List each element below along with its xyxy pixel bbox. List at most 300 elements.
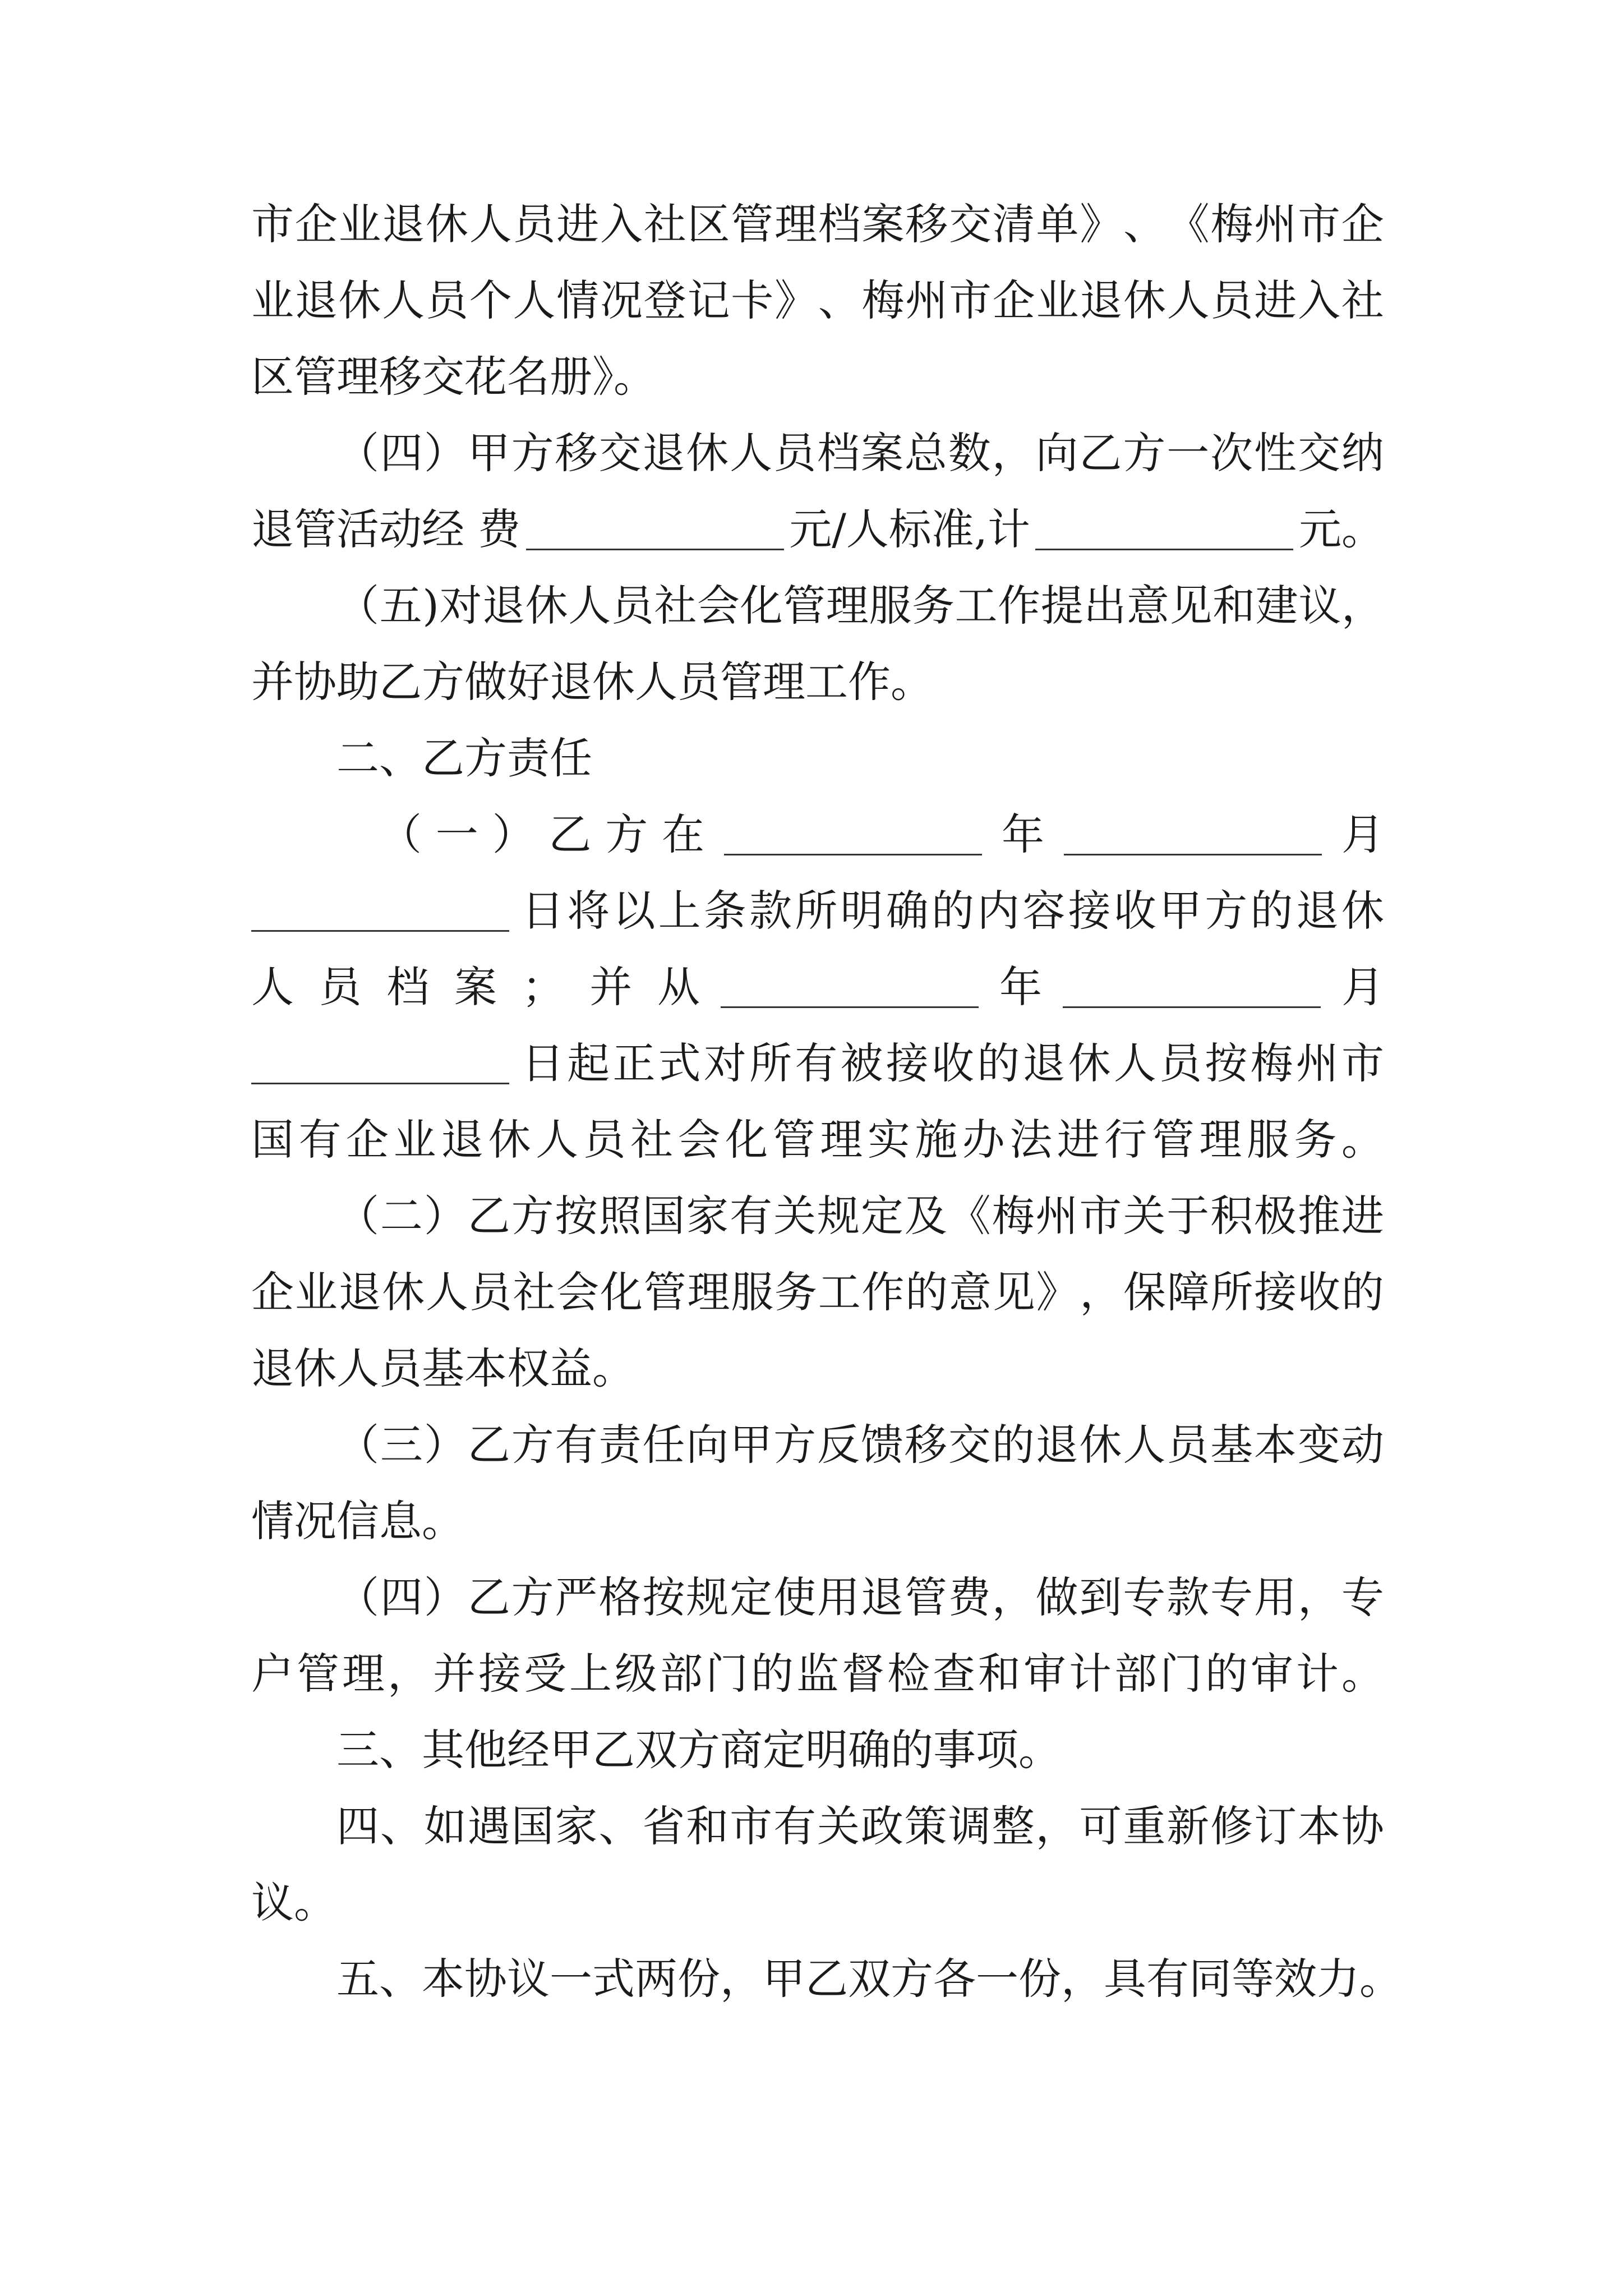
- text-char: 退: [382, 199, 425, 249]
- text-char: 服: [731, 1267, 774, 1317]
- text-char: 进: [1341, 1191, 1384, 1241]
- text-char: 社: [654, 581, 697, 631]
- text-char: 反: [817, 1420, 860, 1470]
- text-char: 接: [886, 1038, 929, 1088]
- text-char: 规: [686, 1572, 729, 1622]
- text-char: 交: [1297, 428, 1340, 478]
- text-char: 市: [730, 1801, 773, 1851]
- text-char: 》: [774, 275, 817, 325]
- text-char: 等: [1232, 1954, 1274, 2004]
- text-char: 社: [643, 199, 686, 249]
- text-char: 员: [1210, 275, 1253, 325]
- text-char: 协: [1341, 1801, 1384, 1851]
- text-char: 档: [818, 199, 861, 249]
- text-char: 理: [687, 1267, 730, 1317]
- text-char: ）: [492, 809, 535, 859]
- text-char: 方: [1205, 886, 1248, 936]
- text-char: 家: [686, 1191, 729, 1241]
- text-char: 记: [687, 275, 730, 325]
- text-char: 企: [294, 199, 338, 249]
- start-year-blank[interactable]: [721, 967, 979, 1008]
- text-char: 退: [1035, 1420, 1078, 1470]
- text-char: 管: [1151, 1115, 1195, 1165]
- text-char: 本: [1254, 1420, 1297, 1470]
- text-char: 提: [1040, 581, 1083, 631]
- text-char: 和: [978, 1649, 1021, 1699]
- text-char: 和: [686, 1801, 729, 1851]
- text-char: 人: [1123, 1420, 1166, 1470]
- text-char: 州: [1035, 1191, 1078, 1241]
- text-char: 有: [1146, 1954, 1189, 2004]
- text-char: 化: [740, 581, 783, 631]
- text-char: 梅: [861, 275, 905, 325]
- text-char: 有: [298, 1115, 342, 1165]
- text-char: 州: [905, 275, 948, 325]
- text-char: 务: [774, 1267, 817, 1317]
- month-label-2: 月: [1341, 962, 1384, 1012]
- text-char: 上: [569, 1649, 612, 1699]
- text-char: 的: [1250, 886, 1293, 936]
- text-line-5: [251, 496, 1384, 563]
- text-char: 上: [658, 886, 701, 936]
- text-line-1: [251, 191, 1384, 258]
- text-char: 款: [749, 886, 792, 936]
- text-char: 四: [380, 1572, 423, 1622]
- text-char: 内: [977, 886, 1020, 936]
- text-char: 员: [469, 1267, 512, 1317]
- text-char: 工: [818, 1267, 861, 1317]
- text-char: 业: [393, 1115, 436, 1165]
- text-char: 同: [1189, 1954, 1232, 2004]
- text-char: 作: [861, 1267, 905, 1317]
- start-day-blank[interactable]: [251, 1043, 509, 1084]
- text-char: 办: [962, 1115, 1005, 1165]
- text-char: 调: [948, 1801, 991, 1851]
- text-char: 新: [1166, 1801, 1210, 1851]
- text-char: 人: [1166, 275, 1210, 325]
- text-char: 关: [773, 1191, 817, 1241]
- text-char: 三: [380, 1420, 423, 1470]
- text-char: 款: [1166, 1572, 1210, 1622]
- text-char: 五: [336, 1954, 379, 2004]
- text-char: 。: [1359, 1954, 1402, 2004]
- text-char: 本: [1297, 1801, 1340, 1851]
- text-char: 收: [1113, 886, 1156, 936]
- text-char: 甲: [1159, 886, 1202, 936]
- text-char: 方: [891, 1954, 933, 2004]
- text-char: 并: [433, 1649, 476, 1699]
- text-char: 甲: [730, 1420, 773, 1470]
- text-char: 员: [1159, 1038, 1202, 1088]
- text-char: 区: [687, 199, 730, 249]
- text-char: 进: [1057, 1115, 1100, 1165]
- text-char: 订: [1254, 1801, 1297, 1851]
- year-label-2: 年: [999, 962, 1042, 1012]
- text-char: 退: [642, 428, 685, 478]
- text-char: 严: [555, 1572, 598, 1622]
- text-char: ，: [720, 1954, 763, 2004]
- text-char: 式: [592, 1954, 635, 2004]
- text-char: 协: [464, 1954, 507, 2004]
- text-char: 休: [525, 581, 568, 631]
- text-char: 业: [251, 275, 294, 325]
- text-char: 管: [731, 199, 774, 249]
- text-char: 、: [380, 1801, 423, 1851]
- text-char: 施: [915, 1115, 958, 1165]
- text-char: 份: [677, 1954, 720, 2004]
- text-char: 。: [1341, 1649, 1384, 1699]
- text-char: 休: [1068, 1038, 1111, 1088]
- fee-unit-label: 元/人标准,计: [789, 504, 1030, 554]
- fee-per-person-blank[interactable]: [526, 509, 784, 550]
- text-char: 门: [706, 1649, 748, 1699]
- text-char: 、: [379, 1954, 422, 2004]
- text-char: 人: [568, 581, 611, 631]
- text-line-20: [251, 1640, 1384, 1708]
- text-char: 休: [1079, 1420, 1122, 1470]
- text-char: 定: [730, 1572, 773, 1622]
- text-char: 容: [1022, 886, 1066, 936]
- text-char: 规: [817, 1191, 860, 1241]
- text-char: 梅: [992, 1191, 1035, 1241]
- fee-total-blank[interactable]: [1035, 509, 1293, 550]
- text-char: 人: [536, 1115, 579, 1165]
- text-char: 理: [820, 1115, 863, 1165]
- text-char: 《: [948, 1191, 991, 1241]
- text-char: 业: [1036, 275, 1079, 325]
- text-char: 并: [589, 962, 633, 1012]
- text-char: 甲: [763, 1954, 805, 2004]
- text-char: 的: [1341, 1267, 1384, 1317]
- text-char: 保: [1123, 1267, 1166, 1317]
- text-char: ，: [1061, 1954, 1104, 2004]
- text-char: 可: [1079, 1801, 1122, 1851]
- text-char: 和: [1212, 581, 1256, 631]
- text-char: 休: [426, 199, 468, 249]
- text-char: 况: [600, 275, 643, 325]
- text-char: 企: [346, 1115, 389, 1165]
- text-line-4: [251, 420, 1384, 487]
- text-char: 部: [1114, 1649, 1157, 1699]
- text-char: 社: [1341, 275, 1384, 325]
- text-char: 四: [380, 428, 423, 478]
- text-char: 的: [992, 1420, 1035, 1470]
- text-char: ；: [522, 962, 565, 1012]
- text-char: 人: [382, 275, 425, 325]
- text-char: 市: [949, 275, 992, 325]
- text-char: 关: [1123, 1191, 1166, 1241]
- text-char: 以: [612, 886, 656, 936]
- text-char: 》: [1036, 1267, 1079, 1317]
- text-char: 一: [435, 809, 478, 859]
- month-label: 月: [1341, 809, 1384, 859]
- text-char: 退: [860, 1572, 903, 1622]
- text-line-11: [251, 954, 1384, 1021]
- text-char: 受: [524, 1649, 566, 1699]
- text-char: 务: [1294, 1115, 1337, 1165]
- text-char: 任: [642, 1420, 685, 1470]
- text-line-16: 退休人员基本权益。: [251, 1343, 635, 1393]
- text-char: 监: [796, 1649, 839, 1699]
- text-line-7: 并协助乙方做好退休人员管理工作。: [251, 657, 933, 707]
- text-line-22: [251, 1793, 1384, 1860]
- section-heading-2: 二、乙方责任: [336, 733, 592, 783]
- text-char: 休: [382, 1267, 425, 1317]
- text-char: 企: [251, 1267, 294, 1317]
- section-heading-3: 三、其他经甲乙双方商定明确的事项。: [336, 1725, 1061, 1775]
- text-char: 卡: [731, 275, 774, 325]
- text-char: 管: [904, 1572, 947, 1622]
- fee-currency-label: 元。: [1299, 504, 1384, 554]
- text-char: 变: [1297, 1420, 1340, 1470]
- text-char: 管: [643, 1267, 686, 1317]
- text-char: ，: [1080, 1267, 1123, 1317]
- year-label: 年: [1002, 809, 1044, 859]
- text-char: 定: [860, 1191, 903, 1241]
- text-char: 乙: [548, 809, 592, 859]
- receive-month-blank[interactable]: [1064, 815, 1322, 855]
- text-char: 推: [1297, 1191, 1340, 1241]
- text-char: 方: [773, 1420, 817, 1470]
- text-char: 障: [1166, 1267, 1210, 1317]
- text-char: 动: [1341, 1420, 1384, 1470]
- text-char: 退: [1022, 1038, 1066, 1088]
- text-char: 各: [933, 1954, 976, 2004]
- text-line-15: [251, 1259, 1384, 1326]
- text-char: ）: [423, 1420, 467, 1470]
- text-char: 对: [439, 581, 482, 631]
- text-char: 梅: [1250, 1038, 1293, 1088]
- text-char: 整: [992, 1801, 1035, 1851]
- text-char: 员: [611, 581, 654, 631]
- text-char: 在: [661, 809, 704, 859]
- text-char: 条: [703, 886, 746, 936]
- text-char: 力: [1317, 1954, 1359, 2004]
- text-char: 移: [904, 1420, 947, 1470]
- text-char: 按: [642, 1572, 685, 1622]
- text-char: 对: [703, 1038, 746, 1088]
- text-char: 方: [511, 1191, 554, 1241]
- text-char: 市: [251, 199, 294, 249]
- text-char: 有: [555, 1420, 598, 1470]
- text-char: 退: [482, 581, 525, 631]
- text-char: （: [336, 1191, 379, 1241]
- text-char: 意: [949, 1267, 992, 1317]
- text-char: 馈: [860, 1420, 903, 1470]
- text-char: 正: [612, 1038, 656, 1088]
- text-char: ): [422, 581, 439, 631]
- text-char: ，: [1341, 581, 1384, 631]
- text-char: 修: [1210, 1801, 1253, 1851]
- text-line-9: [251, 801, 1384, 868]
- text-char: （: [379, 809, 422, 859]
- text-char: 梅: [1210, 199, 1253, 249]
- text-line-17: [251, 1411, 1384, 1479]
- text-char: 乙: [467, 1572, 510, 1622]
- text-char: 专: [1210, 1572, 1253, 1622]
- text-line-24: [251, 1945, 1402, 2013]
- text-char: 的: [751, 1649, 794, 1699]
- text-char: 业: [294, 1267, 338, 1317]
- text-char: 见: [992, 1267, 1035, 1317]
- text-char: 化: [600, 1267, 643, 1317]
- text-char: 人: [469, 199, 512, 249]
- text-char: 员: [426, 275, 468, 325]
- text-char: 管: [772, 1115, 815, 1165]
- text-char: 意: [1126, 581, 1169, 631]
- start-month-blank[interactable]: [1063, 967, 1321, 1008]
- text-char: 总: [904, 428, 947, 478]
- text-char: 州: [1254, 199, 1297, 249]
- text-char: 接: [1068, 886, 1111, 936]
- text-char: 明: [840, 886, 883, 936]
- text-char: 用: [1254, 1572, 1297, 1622]
- text-char: 员: [583, 1115, 626, 1165]
- text-char: 乙: [467, 1191, 510, 1241]
- text-char: 被: [840, 1038, 883, 1088]
- text-char: 建: [1255, 581, 1298, 631]
- text-char: 企: [992, 275, 1035, 325]
- text-char: 人: [251, 962, 294, 1012]
- text-char: 市: [1079, 1191, 1122, 1241]
- text-char: 案: [454, 962, 497, 1012]
- text-char: 日: [522, 1038, 564, 1088]
- text-char: ，: [992, 428, 1035, 478]
- text-char: 管: [297, 1649, 339, 1699]
- text-char: 员: [773, 428, 817, 478]
- text-char: 本: [422, 1954, 464, 2004]
- fee-label: 退管活动经 费: [251, 504, 521, 554]
- text-char: 出: [1083, 581, 1127, 631]
- text-char: 基: [1210, 1420, 1253, 1470]
- text-char: 人: [426, 1267, 468, 1317]
- text-char: 费: [948, 1572, 991, 1622]
- text-char: 退: [1295, 886, 1339, 936]
- text-char: 双: [848, 1954, 891, 2004]
- text-char: 。: [1341, 1115, 1384, 1165]
- text-char: 入: [1298, 275, 1340, 325]
- text-char: 使: [773, 1572, 817, 1622]
- text-char: 两: [635, 1954, 677, 2004]
- text-char: 档: [817, 428, 860, 478]
- text-char: 州: [1295, 1038, 1339, 1088]
- text-char: 见: [1169, 581, 1212, 631]
- text-char: 有: [773, 1801, 817, 1851]
- text-char: 家: [555, 1801, 598, 1851]
- text-char: 遇: [467, 1801, 510, 1851]
- text-char: 登: [643, 275, 686, 325]
- text-char: 四: [336, 1801, 379, 1851]
- text-char: 所: [749, 1038, 792, 1088]
- text-char: 理: [342, 1649, 385, 1699]
- text-char: 退: [441, 1115, 484, 1165]
- text-char: 休: [1123, 275, 1166, 325]
- text-char: 一: [1166, 428, 1210, 478]
- text-char: 单: [1036, 199, 1079, 249]
- text-char: 二: [380, 1191, 423, 1241]
- text-char: 乙: [805, 1954, 848, 2004]
- text-char: 及: [904, 1191, 947, 1241]
- text-char: 部: [660, 1649, 703, 1699]
- text-char: 休: [338, 275, 381, 325]
- text-char: 退: [1080, 275, 1123, 325]
- text-char: 工: [955, 581, 998, 631]
- text-char: 人: [730, 428, 773, 478]
- text-char: 作: [998, 581, 1041, 631]
- text-char: 的: [977, 1038, 1020, 1088]
- text-char: 向: [686, 1420, 729, 1470]
- text-char: 个: [469, 275, 512, 325]
- text-char: 市: [1341, 1038, 1384, 1088]
- text-char: 企: [1341, 199, 1384, 249]
- text-char: 次: [1210, 428, 1253, 478]
- text-char: 按: [1205, 1038, 1248, 1088]
- text-char: 员: [319, 962, 362, 1012]
- text-char: 确: [886, 886, 929, 936]
- text-char: 务: [911, 581, 955, 631]
- text-char: 策: [904, 1801, 947, 1851]
- text-char: 方: [511, 1572, 554, 1622]
- text-char: 如: [423, 1801, 467, 1851]
- text-char: 检: [887, 1649, 930, 1699]
- text-char: 业: [338, 199, 381, 249]
- text-char: 交: [948, 1420, 991, 1470]
- text-char: 服: [869, 581, 912, 631]
- text-line-19: [251, 1564, 1384, 1631]
- text-char: 案: [861, 199, 905, 249]
- text-char: 政: [860, 1801, 903, 1851]
- receive-year-blank[interactable]: [724, 815, 982, 855]
- start-date-label: [251, 954, 700, 1021]
- text-char: 照: [598, 1191, 642, 1241]
- text-char: 做: [1035, 1572, 1078, 1622]
- text-char: 责: [598, 1420, 642, 1470]
- text-char: 退: [338, 1267, 381, 1317]
- text-char: 会: [677, 1115, 721, 1165]
- text-char: 将: [567, 886, 610, 936]
- text-char: ，: [388, 1649, 430, 1699]
- receive-day-blank[interactable]: [251, 891, 509, 932]
- text-char: 会: [697, 581, 740, 631]
- text-char: 管: [783, 581, 826, 631]
- start-clause-text: [522, 1030, 1384, 1097]
- text-char: 休: [488, 1115, 531, 1165]
- text-char: 移: [555, 428, 598, 478]
- text-char: 理: [826, 581, 869, 631]
- text-char: 审: [1023, 1649, 1066, 1699]
- text-char: 议: [1298, 581, 1341, 631]
- text-line-2: [251, 267, 1384, 334]
- receive-clause-text: [522, 877, 1384, 945]
- text-char: 人: [513, 275, 556, 325]
- text-char: 用: [817, 1572, 860, 1622]
- text-char: 会: [556, 1267, 600, 1317]
- text-char: 专: [1123, 1572, 1166, 1622]
- text-char: 份: [1018, 1954, 1061, 2004]
- text-char: 关: [817, 1801, 860, 1851]
- text-char: 接: [478, 1649, 521, 1699]
- text-char: （: [336, 1572, 379, 1622]
- text-char: 情: [556, 275, 600, 325]
- text-char: 进: [1254, 275, 1297, 325]
- text-char: 户: [251, 1649, 294, 1699]
- text-char: 案: [860, 428, 903, 478]
- text-char: 员: [513, 199, 556, 249]
- text-char: 人: [1113, 1038, 1156, 1088]
- text-char: 化: [725, 1115, 768, 1165]
- text-char: 按: [555, 1191, 598, 1241]
- text-char: 移: [905, 199, 948, 249]
